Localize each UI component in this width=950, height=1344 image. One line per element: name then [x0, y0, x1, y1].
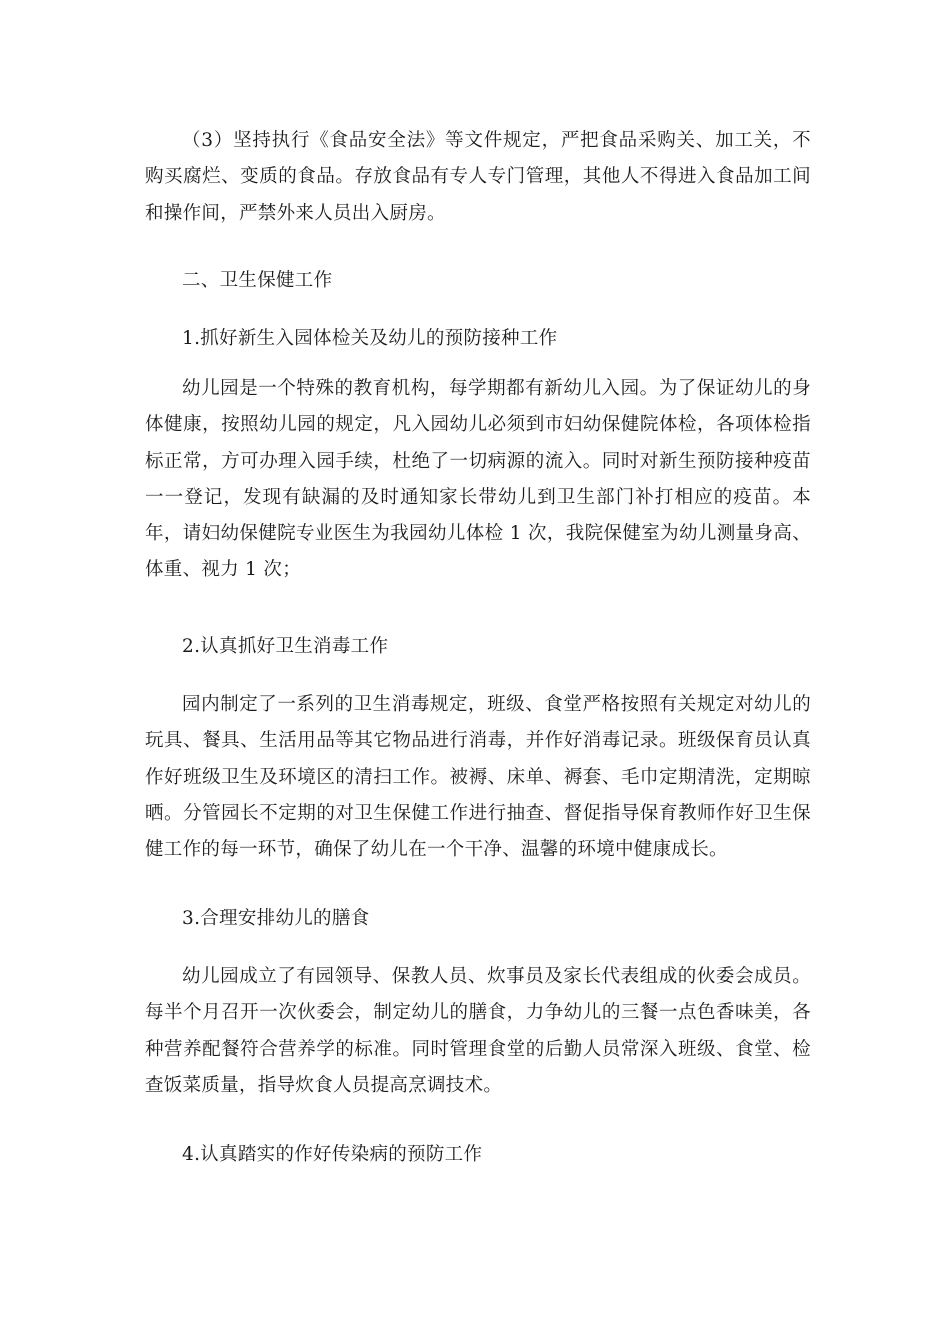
section-heading-health-care: 二、卫生保健工作: [182, 270, 333, 291]
paragraph-meals: 幼儿园成立了有园领导、保教人员、炊事员及家长代表组成的伙委会成员。每半个月召开一次伙委会，制定幼儿的膳食，力争幼儿的三餐一点色香味美，各种营养配餐符合营养学的标准。同时管理食堂的后勤人员常深入班级、食堂、检查饭菜质量，指导炊食人员提高烹调技术。: [145, 966, 811, 1096]
paragraph-disinfection: 园内制定了一系列的卫生消毒规定，班级、食堂严格按照有关规定对幼儿的玩具、餐具、生活用品等其它物品进行消毒，并作好消毒记录。班级保育员认真作好班级卫生及环境区的清扫工作。被褥、床单、褥套、毛巾定期清洗，定期晾晒。分管园长不定期的对卫生保健工作进行抽查、督促指导保育教师作好卫生保健工作的每一环节，确保了幼儿在一个干净、温馨的环境中健康成长。: [145, 694, 811, 861]
subheading-disease-prevention: 4.认真踏实的作好传染病的预防工作: [182, 1144, 483, 1165]
paragraph-enrollment-checkup: 幼儿园是一个特殊的教育机构，每学期都有新幼儿入园。为了保证幼儿的身体健康，按照幼儿园的规定，凡入园幼儿必须到市妇幼保健院体检，各项体检指标正常，方可办理入园手续，杜绝了一切病源的流入。同时对新生预防接种疫苗一一登记，发现有缺漏的及时通知家长带幼儿到卫生部门补打相应的疫苗。本年，请妇幼保健院专业医生为我园幼儿体检 1 次，我院保健室为幼儿测量身高、体重、视力 1 次；: [145, 378, 811, 581]
subheading-disinfection: 2.认真抓好卫生消毒工作: [182, 636, 389, 657]
subheading-meals: 3.合理安排幼儿的膳食: [182, 908, 370, 929]
paragraph-food-safety: （3）坚持执行《食品安全法》等文件规定，严把食品采购关、加工关，不购买腐烂、变质的食品。存放食品有专人专门管理，其他人不得进入食品加工间和操作间，严禁外来人员出入厨房。: [145, 130, 811, 224]
subheading-enrollment-checkup: 1.抓好新生入园体检关及幼儿的预防接种工作: [182, 328, 558, 349]
